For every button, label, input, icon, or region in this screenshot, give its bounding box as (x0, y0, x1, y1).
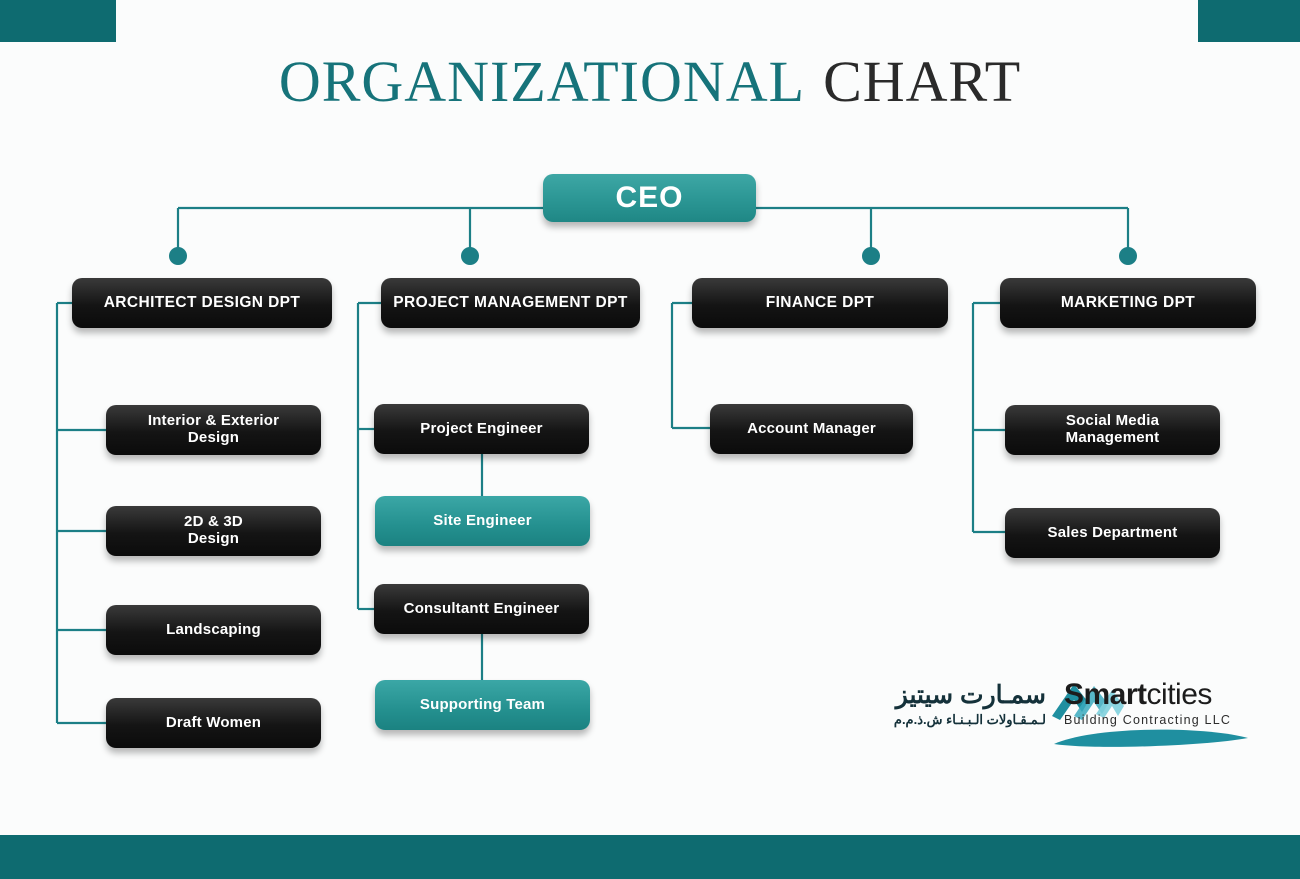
node-2d-3d-design-label-line2: Design (187, 530, 240, 547)
node-social-media-management-label-line1: Social Media (1065, 412, 1160, 430)
company-logo (868, 672, 1248, 754)
node-site-engineer-label: Site Engineer (433, 511, 532, 529)
node-sales-department[interactable] (1005, 508, 1220, 558)
node-interior-exterior-design-label-line1: Interior & Exterior (147, 412, 280, 430)
decor-bar-bottom (0, 835, 1300, 879)
node-marketing-dpt[interactable] (1000, 278, 1256, 328)
node-draft-women-label: Draft Women (165, 713, 262, 731)
logo-tagline: Building Contracting LLC (1064, 713, 1232, 727)
decor-bar-top-right (1198, 0, 1300, 42)
node-2d-3d-design-label-line1: 2D & 3D (184, 513, 243, 531)
node-project-engineer[interactable] (374, 404, 589, 454)
node-site-engineer[interactable] (375, 496, 590, 546)
node-ceo-label: CEO (615, 181, 684, 215)
logo-company-name (1064, 678, 1231, 712)
logo-arabic-secondary: لـمـقـاولات الـبـنـاء ش.ذ.م.م (893, 712, 1046, 727)
node-social-media-management-label-line2: Management (1065, 429, 1160, 446)
node-supporting-team-label: Supporting Team (419, 695, 546, 713)
node-project-management-dpt-label: PROJECT MANAGEMENT DPT (393, 294, 628, 312)
node-landscaping[interactable] (106, 605, 321, 655)
node-2d-3d-design[interactable] (106, 506, 321, 556)
node-account-manager[interactable] (710, 404, 913, 454)
logo-english-text (1064, 678, 1231, 727)
logo-arabic-text (868, 680, 1046, 728)
node-project-management-dpt[interactable] (381, 278, 640, 328)
node-draft-women[interactable] (106, 698, 321, 748)
node-landscaping-label: Landscaping (166, 620, 261, 638)
node-sales-department-label: Sales Department (1047, 523, 1178, 541)
logo-company-name-part1: Smart (1064, 678, 1147, 711)
node-finance-dpt[interactable] (692, 278, 948, 328)
logo-arabic-primary: سمـارت سيتيز (895, 681, 1046, 709)
page-title-part1: ORGANIZATIONAL (278, 49, 806, 114)
node-account-manager-label: Account Manager (747, 419, 876, 437)
node-interior-exterior-design[interactable] (106, 405, 321, 455)
node-architect-design-dpt-label: ARCHITECT DESIGN DPT (103, 294, 301, 312)
page-title-part2: CHART (823, 49, 1022, 114)
page-title (0, 48, 1300, 115)
logo-company-name-part2: cities (1146, 678, 1212, 711)
logo-swoosh-icon (1054, 724, 1250, 750)
node-ceo[interactable] (543, 174, 756, 222)
node-social-media-management[interactable] (1005, 405, 1220, 455)
node-interior-exterior-design-label-line2: Design (187, 429, 240, 446)
node-finance-dpt-label: FINANCE DPT (765, 294, 875, 312)
node-consultant-engineer-label: Consultantt Engineer (403, 599, 560, 617)
node-marketing-dpt-label: MARKETING DPT (1060, 294, 1196, 312)
node-architect-design-dpt[interactable] (72, 278, 332, 328)
node-project-engineer-label: Project Engineer (420, 419, 543, 437)
node-supporting-team[interactable] (375, 680, 590, 730)
decor-bar-top-left (0, 0, 116, 42)
node-consultant-engineer[interactable] (374, 584, 589, 634)
